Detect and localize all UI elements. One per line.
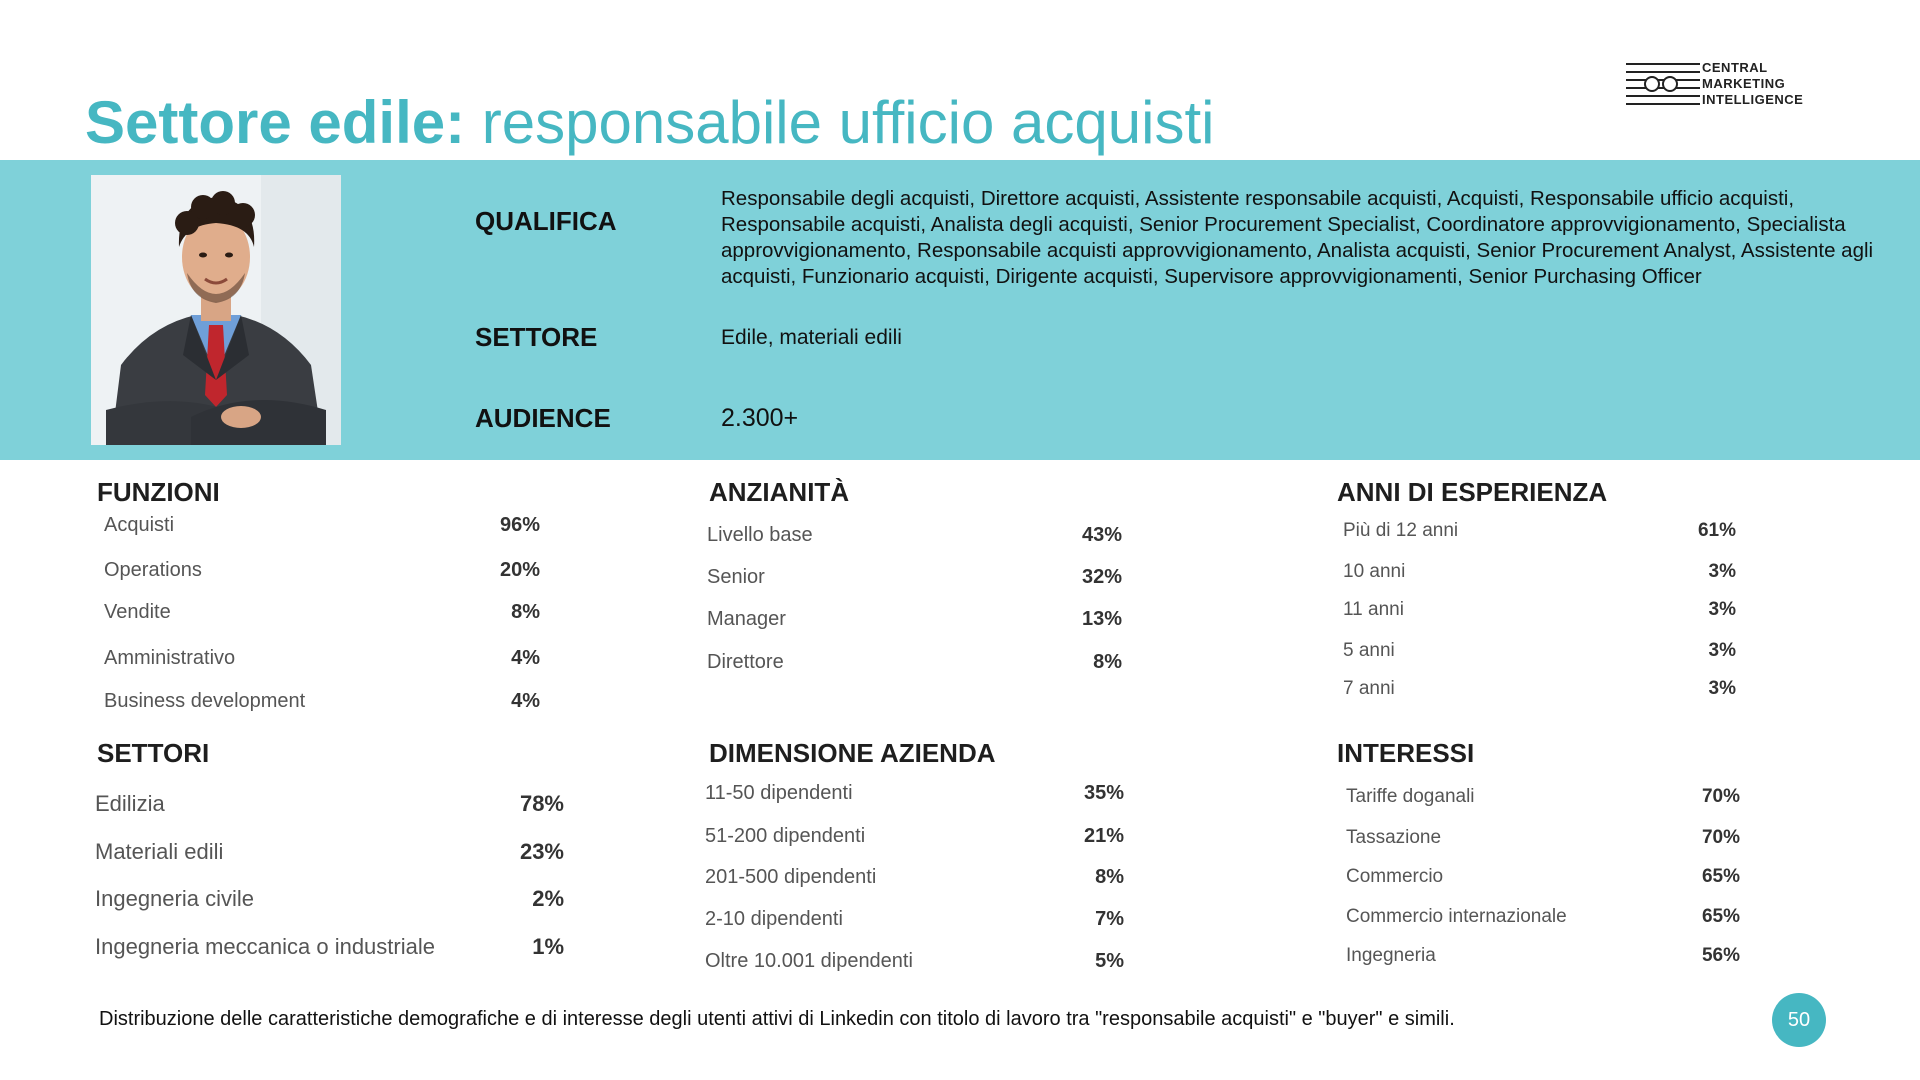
company-logo xyxy=(1626,58,1816,108)
list-item-value: 65% xyxy=(1701,866,1740,887)
list-item: 7 anni xyxy=(1343,678,1395,699)
list-item: Ingegneria xyxy=(1346,945,1436,966)
qualifica-label: QUALIFICA xyxy=(475,206,617,236)
list-item-value: 23% xyxy=(519,839,564,864)
list-item-value: 13% xyxy=(1081,608,1122,630)
list-item: Ingegneria civile xyxy=(95,886,254,911)
list-item-value: 56% xyxy=(1701,945,1740,966)
page-number-badge: 50 xyxy=(1772,993,1826,1047)
list-item: Tassazione xyxy=(1346,827,1442,848)
list-item: Edilizia xyxy=(95,791,165,816)
logo-line-3: INTELLIGENCE xyxy=(1702,92,1804,107)
title-separator: : xyxy=(445,89,482,156)
profile-photo xyxy=(91,175,341,445)
funzioni-title: FUNZIONI xyxy=(97,477,220,507)
list-item-value: 35% xyxy=(1083,782,1124,804)
list-item-value: 8% xyxy=(511,601,540,623)
list-item: 51-200 dipendenti xyxy=(705,825,866,847)
list-item: Manager xyxy=(707,608,786,630)
qualifica-value: Responsabile degli acquisti, Direttore acquisti, Assistente responsabile acquisti, Acquisti, Responsabile ufficio acquisti, Responsabile acquisti, Analista degli acquisti, Senior Procurement Specialist, Coordinatore approvvigionamento, Specialista approvvigionamento, Responsabile acquisti approvvigionamento, Analista acquisti, Senior Procurement Analyst, Assistente agli acquisti, Funzionario acquisti, Dirigente acquisti, Supervisore approvvigionamenti, Senior Purchasing Officer xyxy=(721,187,1874,288)
title-light: responsabile ufficio acquisti xyxy=(481,89,1215,156)
list-item-value: 4% xyxy=(511,690,540,712)
list-item-value: 3% xyxy=(1708,599,1736,620)
list-item: Amministrativo xyxy=(104,647,236,669)
list-item: Commercio internazionale xyxy=(1346,906,1567,927)
list-item: Livello base xyxy=(707,524,813,546)
list-item-value: 7% xyxy=(1095,908,1124,930)
esperienza-title: ANNI DI ESPERIENZA xyxy=(1337,477,1608,507)
list-item: Oltre 10.001 dipendenti xyxy=(705,950,913,972)
page-title xyxy=(85,88,1214,158)
list-item: Direttore xyxy=(707,651,784,673)
list-item-value: 43% xyxy=(1081,524,1122,546)
list-item-value: 21% xyxy=(1083,825,1124,847)
list-item: Materiali edili xyxy=(95,839,224,864)
list-item: Vendite xyxy=(104,601,171,623)
list-item: Senior xyxy=(707,566,765,588)
audience-value: 2.300+ xyxy=(721,404,799,432)
logo-icon xyxy=(1626,60,1700,106)
list-item: 10 anni xyxy=(1343,561,1406,582)
list-item-value: 5% xyxy=(1095,950,1124,972)
list-item: 201-500 dipendenti xyxy=(705,866,877,888)
title-bold: Settore edile xyxy=(85,89,446,156)
list-item-value: 70% xyxy=(1701,786,1740,807)
list-item-value: 8% xyxy=(1093,651,1122,673)
list-item-value: 3% xyxy=(1708,640,1736,661)
list-item-value: 96% xyxy=(499,514,540,536)
list-item-value: 70% xyxy=(1701,827,1740,848)
list-item: Commercio xyxy=(1346,866,1444,887)
interessi-title: INTERESSI xyxy=(1337,738,1475,768)
list-item-value: 20% xyxy=(499,559,540,581)
list-item-value: 3% xyxy=(1708,561,1736,582)
list-item-value: 32% xyxy=(1081,566,1122,588)
list-item-value: 78% xyxy=(519,791,564,816)
list-item: Operations xyxy=(104,559,202,581)
list-item: Tariffe doganali xyxy=(1346,786,1475,807)
list-item: 5 anni xyxy=(1343,640,1395,661)
list-item-value: 8% xyxy=(1095,866,1124,888)
settore-label: SETTORE xyxy=(475,322,598,352)
list-item: 2-10 dipendenti xyxy=(705,908,843,930)
list-item-value: 4% xyxy=(511,647,540,669)
person-portrait-icon xyxy=(91,175,341,445)
list-item-value: 3% xyxy=(1708,678,1736,699)
settori-title: SETTORI xyxy=(97,738,210,768)
list-item: 11-50 dipendenti xyxy=(705,782,853,804)
logo-line-2: MARKETING xyxy=(1702,76,1786,91)
list-item: 11 anni xyxy=(1343,599,1404,620)
settore-value: Edile, materiali edili xyxy=(721,326,902,349)
list-item-value: 61% xyxy=(1697,520,1736,541)
list-item: Acquisti xyxy=(104,514,175,536)
list-item: Ingegneria meccanica o industriale xyxy=(95,934,435,959)
audience-label: AUDIENCE xyxy=(475,403,611,433)
logo-line-1: CENTRAL xyxy=(1702,60,1768,75)
list-item: Business development xyxy=(104,690,306,712)
anzianita-title: ANZIANITÀ xyxy=(709,477,850,507)
list-item: Più di 12 anni xyxy=(1343,520,1459,541)
list-item-value: 65% xyxy=(1701,906,1740,927)
dimensione-title: DIMENSIONE AZIENDA xyxy=(709,738,996,768)
list-item-value: 1% xyxy=(532,934,564,959)
footnote: Distribuzione delle caratteristiche demografiche e di interesse degli utenti attivi di Linkedin con titolo di lavoro tra "responsabile acquisti" e "buyer" e simili. xyxy=(99,1008,1455,1030)
list-item-value: 2% xyxy=(532,886,564,911)
